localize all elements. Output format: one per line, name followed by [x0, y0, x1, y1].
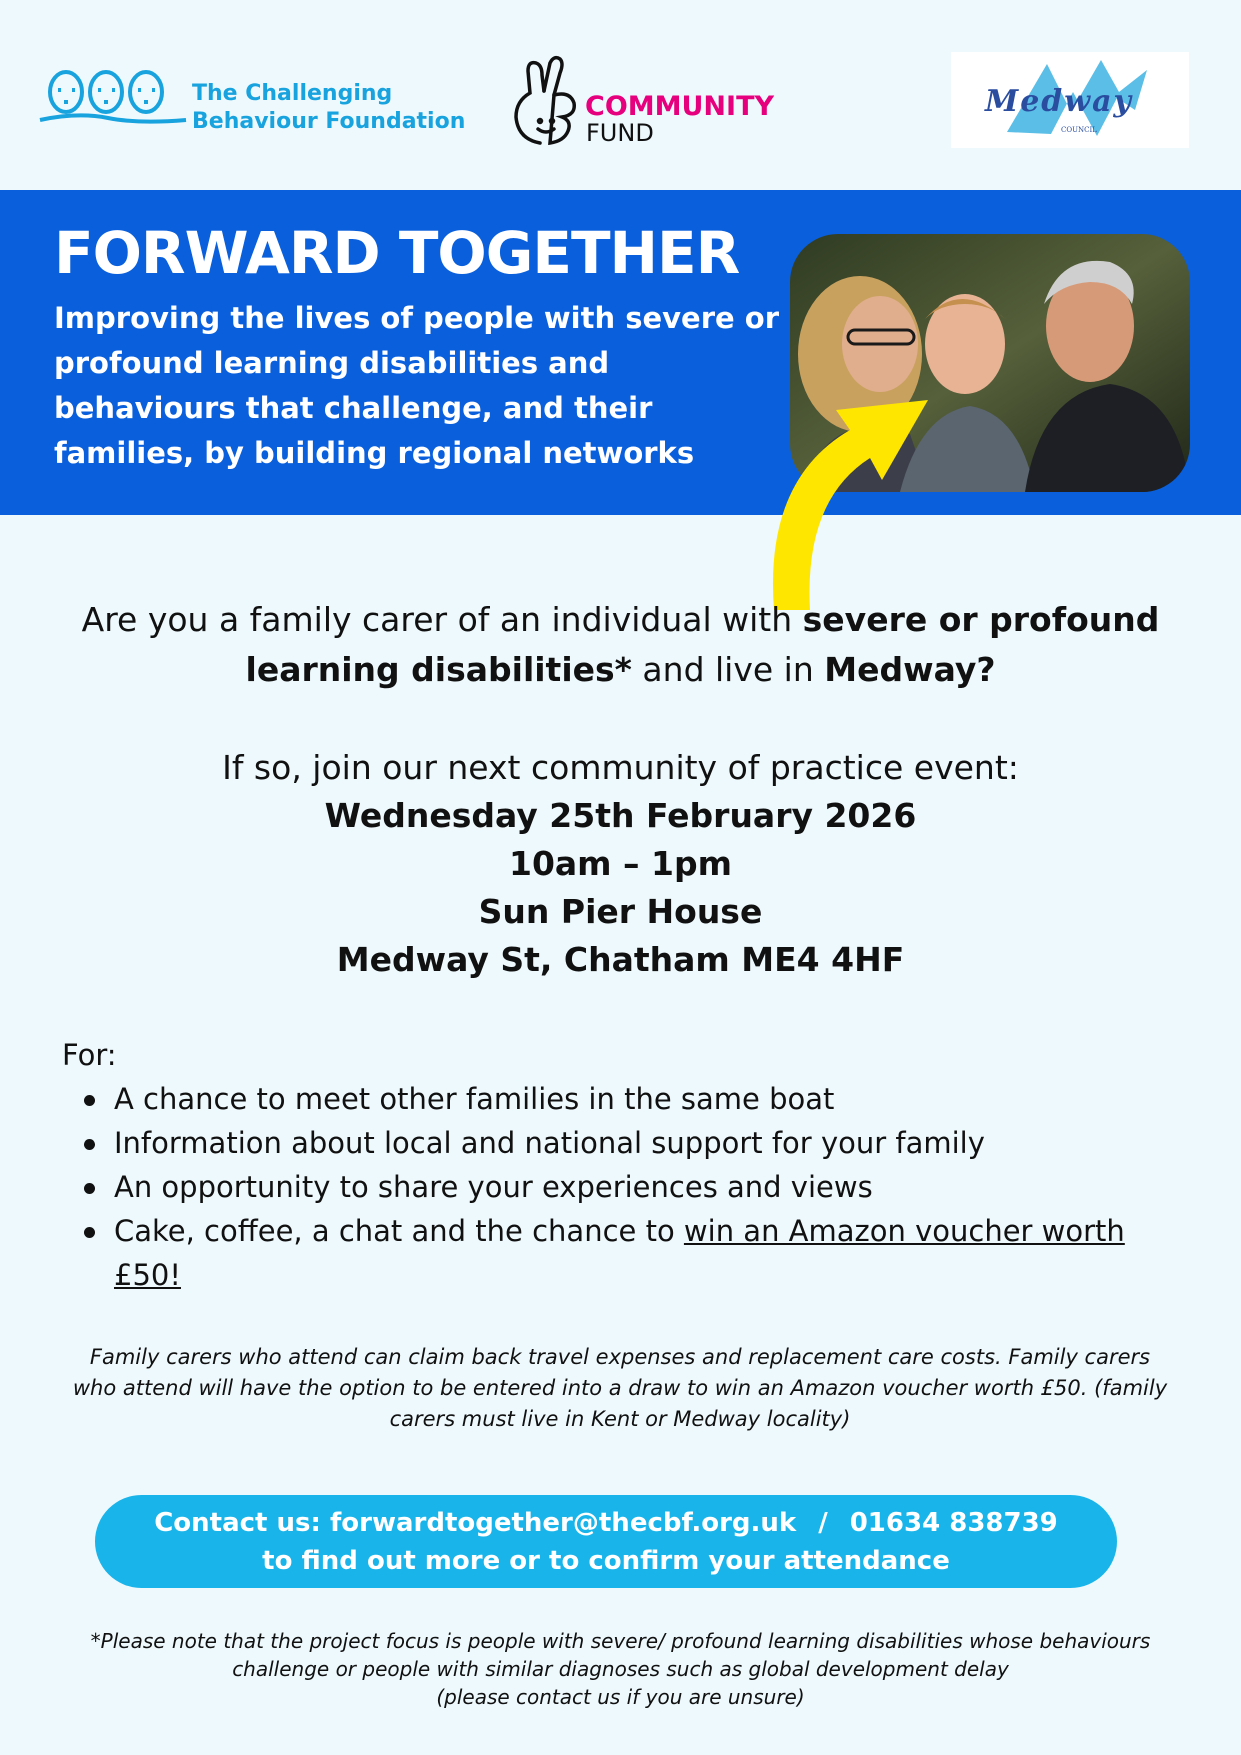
benefits-heading: For:	[62, 1038, 117, 1072]
benefits-list	[62, 1033, 1182, 1297]
subtitle-line: profound learning disabilities and	[54, 346, 610, 380]
expenses-note: Family carers who attend can claim back travel expenses and replacement care costs. Family carers who attend will have the option to be entered into a draw to win an Amazon voucher worth £50. (family carers must live in Kent or Medway locality)	[72, 1345, 1168, 1431]
subtitle-line: families, by building regional networks	[54, 436, 695, 470]
footnote-line: (please contact us if you are unsure)	[436, 1685, 805, 1709]
contact-phone[interactable]: 01634 838739	[849, 1508, 1058, 1538]
intro-bold-location: Medway?	[824, 650, 996, 689]
medway-council-word: COUNCIL	[1061, 126, 1097, 134]
voucher-highlight: win an Amazon voucher worth £50!	[114, 1214, 1125, 1292]
cbf-logo	[38, 68, 468, 138]
list-item: An opportunity to share your experiences and views	[114, 1165, 1182, 1209]
footnote	[50, 1627, 1191, 1711]
list-item: Information about local and national support for your family	[114, 1121, 1182, 1165]
list-item: A chance to meet other families in the same boat	[114, 1077, 1182, 1121]
page-title: FORWARD TOGETHER	[54, 219, 740, 287]
intro-text: and live in	[631, 650, 825, 689]
event-address: Medway St, Chatham ME4 4HF	[336, 940, 905, 979]
list-item-text: Cake, coffee, a chat and the chance to	[114, 1214, 684, 1248]
event-venue: Sun Pier House	[478, 892, 763, 931]
contact-pill	[95, 1495, 1117, 1588]
subtitle-line: Improving the lives of people with severe or	[54, 301, 779, 335]
event-date: Wednesday 25th February 2026	[324, 796, 917, 835]
medway-wordmark: Medway	[985, 84, 1133, 119]
logo-bar	[0, 0, 1241, 190]
community-fund-logo	[510, 55, 780, 150]
banner-subtitle	[54, 296, 794, 476]
footnote-line: *Please note that the project focus is people with severe/ profound learning disabilities whose behaviours	[90, 1629, 1151, 1653]
subtitle-line: behaviours that challenge, and their	[54, 391, 653, 425]
contact-line1	[95, 1495, 1117, 1542]
intro-bold-condition: severe or profound learning disabilities*	[245, 600, 1160, 689]
event-lead: If so, join our next community of practice event:	[222, 748, 1019, 787]
contact-line2: to find out more or to confirm your attendance	[262, 1546, 950, 1576]
event-time: 10am – 1pm	[508, 844, 733, 883]
fund-word: FUND	[586, 119, 654, 147]
benefits-bullets	[62, 1077, 1182, 1297]
hero-banner	[0, 190, 1241, 515]
cbf-name	[192, 80, 465, 136]
cbf-line2: Behaviour Foundation	[192, 109, 466, 134]
yellow-arrow-icon	[770, 370, 940, 610]
footnote-line: challenge or people with similar diagnoses such as global development delay	[232, 1657, 1009, 1681]
cbf-line1: The Challenging	[192, 81, 393, 106]
intro-question	[40, 595, 1201, 695]
event-details	[40, 744, 1201, 984]
list-item	[114, 1209, 1182, 1297]
contact-email[interactable]: Contact us: forwardtogether@thecbf.org.uk	[154, 1508, 797, 1538]
contact-separator: /	[818, 1508, 828, 1538]
crossed-fingers-icon	[510, 55, 590, 150]
community-fund-word: COMMUNITY	[585, 91, 775, 122]
medway-council-logo	[951, 52, 1189, 148]
cbf-faces-icon	[38, 68, 188, 138]
intro-text: Are you a family carer of an individual with	[81, 600, 803, 639]
